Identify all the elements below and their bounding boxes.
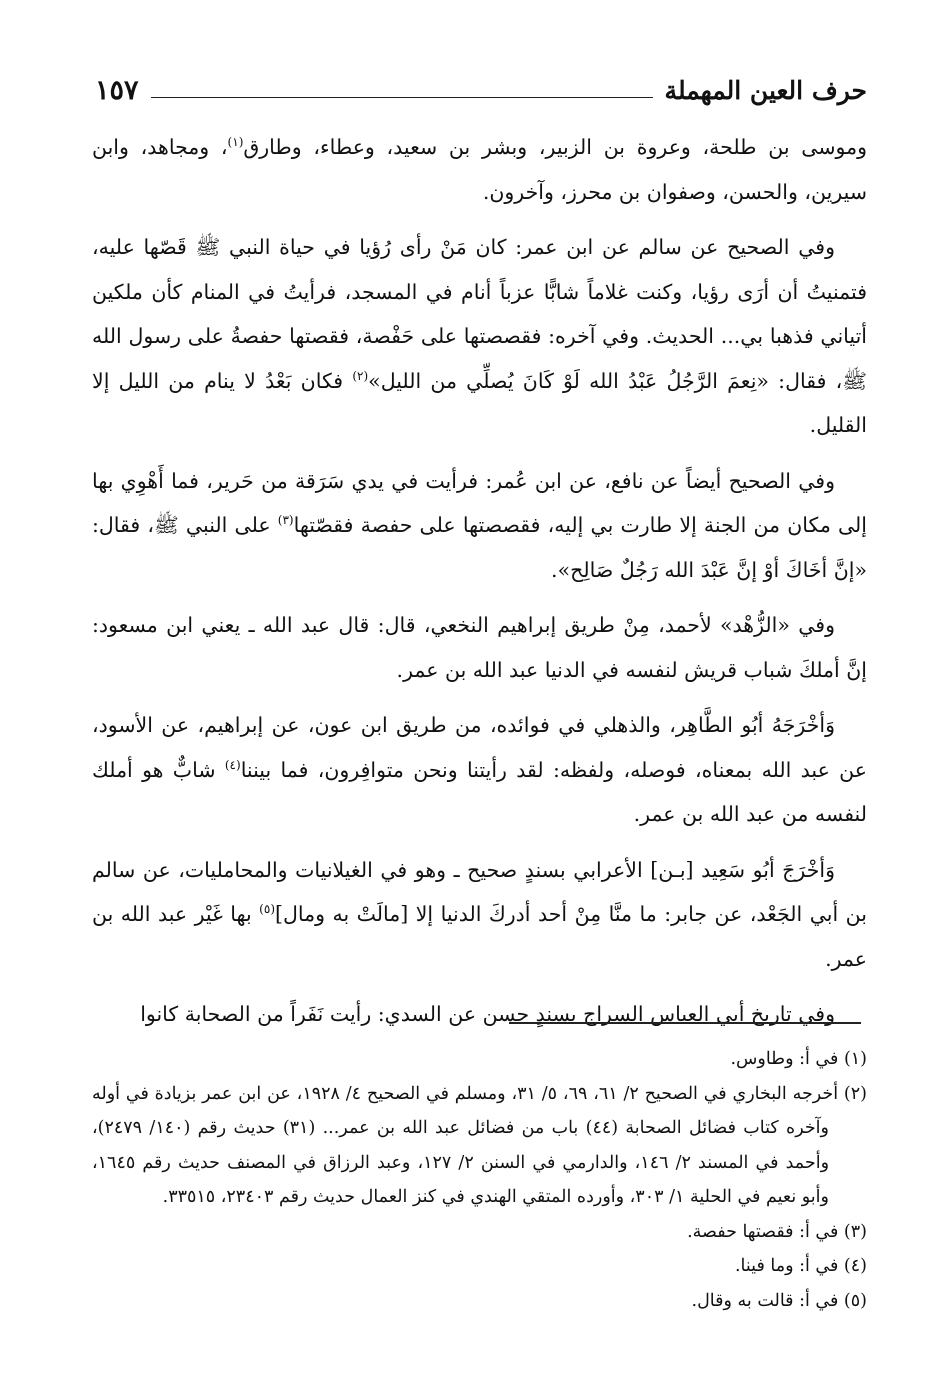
page-number: ١٥٧ [95, 74, 139, 106]
footnote-ref: (١) [227, 135, 244, 150]
paragraph: وفي الصحيح عن سالم عن ابن عمر: كان مَنْ رأى رُؤيا في حياة النبي ﷺ قَصّها عليه، فتمنيتُ أن أرَى رؤيا، وكنت غلاماً شابًّا عزباً أنام في المسجد، فرأيتُ في المنام كأن ملكين أتياني فذهبا بي... الحديث. وفي آخره: فقصصتها على حَفْصة، فقصتها حفصةُ على رسول الله ﷺ، فقال: «نِعمَ الرَّجُلُ عَبْدُ الله لَوْ كَانَ يُصلِّي من الليل»$^{(٢)}$ فكان بَعْدُ لا ينام من الليل إلا القليل. [92, 235, 867, 437]
footnote: (١) في أ: وطاوس. [730, 1049, 867, 1069]
footnote: (٢) أخرجه البخاري في الصحيح ٢/ ٦١، ٦٩، ٥/ ٣١، ومسلم في الصحيح ٤/ ١٩٢٨، عن ابن عمر بزيادة في أوله وآخره كتاب فضائل الصحابة (٤٤) باب من فضائل عبد الله بن عمر... (٣١) حديث رقم (١٤٠/ ٢٤٧٩)، وأحمد في المسند ٢/ ١٤٦، والدارمي في السنن ٢/ ١٢٧، وعبد الرزاق في المصنف حديث رقم ١٦٤٥، وأبو نعيم في الحلية ١/ ٣٠٣، وأورده المتقي الهندي في كنز العمال حديث رقم ٢٣٤٠٣، ٣٣٥١٥. [92, 1083, 867, 1207]
footnote-ref: (٤) [224, 757, 241, 772]
header-rule [151, 97, 653, 98]
page-header [95, 70, 867, 110]
paragraph: وَأخْرَجَ أبُو سَعِيد [بـن] الأعرابي بسندٍ صحيح ـ وهو في الغيلانيات والمحامليات، عن سالم بن أبي الجَعْد، عن جابر: ما منَّا مِنْ أحد أدركَ الدنيا إلا [مالَتْ به ومال]$^{(٥)}$ بها غَيْر عبد الله بن عمر. [92, 857, 867, 971]
paragraph: وَأخْرَجَهُ أبُو الطَّاهِر، والذهلي في فوائده، من طريق ابن عون، عن إبراهيم، عن الأسود، عن عبد الله بمعناه، فوصله، ولفظه: لقد رأيتنا ونحن متوافِرون، فما بيننا$^{(٤)}$ شابٌّ هو أملك لنفسه من عبد الله بن عمر. [92, 713, 867, 826]
footnote: (٤) في أ: وما فينا. [734, 1256, 867, 1276]
main-text [92, 125, 867, 1048]
paragraph: وفي تاريخ أبي العباس السراج بسندٍ حسن عن السدي: رأيت نَفَراً من الصحابة كانوا [140, 1002, 835, 1026]
footnotes [92, 1042, 867, 1318]
footnote: (٣) في أ: فقصتها حفصة. [687, 1221, 867, 1242]
paragraph: وموسى بن طلحة، وعروة بن الزبير، وبشر بن سعيد، وعطاء، وطارق$^{(١)}$، ومجاهد، وابن سيرين، والحسن، وصفوان بن محرز، وآخرون. [92, 135, 868, 204]
paragraph: وفي الصحيح أيضاً عن نافع، عن ابن عُمر: فرأيت في يدي سَرَقة من حَرير، فما أَهْوِي بها إلى مكان من الجنة إلا طارت بي إليه، فقصصتها على حفصة فقصّتها$^{(٣)}$ على النبي ﷺ، فقال: «إنَّ أخَاكَ أوْ إنَّ عَبْدَ الله رَجُلٌ صَالِح». [92, 468, 867, 582]
chapter-title: حرف العين المهملة [664, 75, 867, 105]
paragraph: وفي «الزُّهْد» لأحمد، مِنْ طريق إبراهيم النخعي، قال: قال عبد الله ـ يعني ابن مسعود: إنَّ أملكَ شباب قريش لنفسه في الدنيا عبد الله بن عمر. [92, 613, 867, 682]
footnote-separator [509, 1022, 861, 1024]
footnote-ref: (٣) [277, 513, 294, 528]
footnote-ref: (٥) [259, 902, 275, 917]
footnote-ref: (٢) [352, 368, 369, 383]
footnote: (٥) في أ: قالت به وقال. [691, 1290, 867, 1311]
